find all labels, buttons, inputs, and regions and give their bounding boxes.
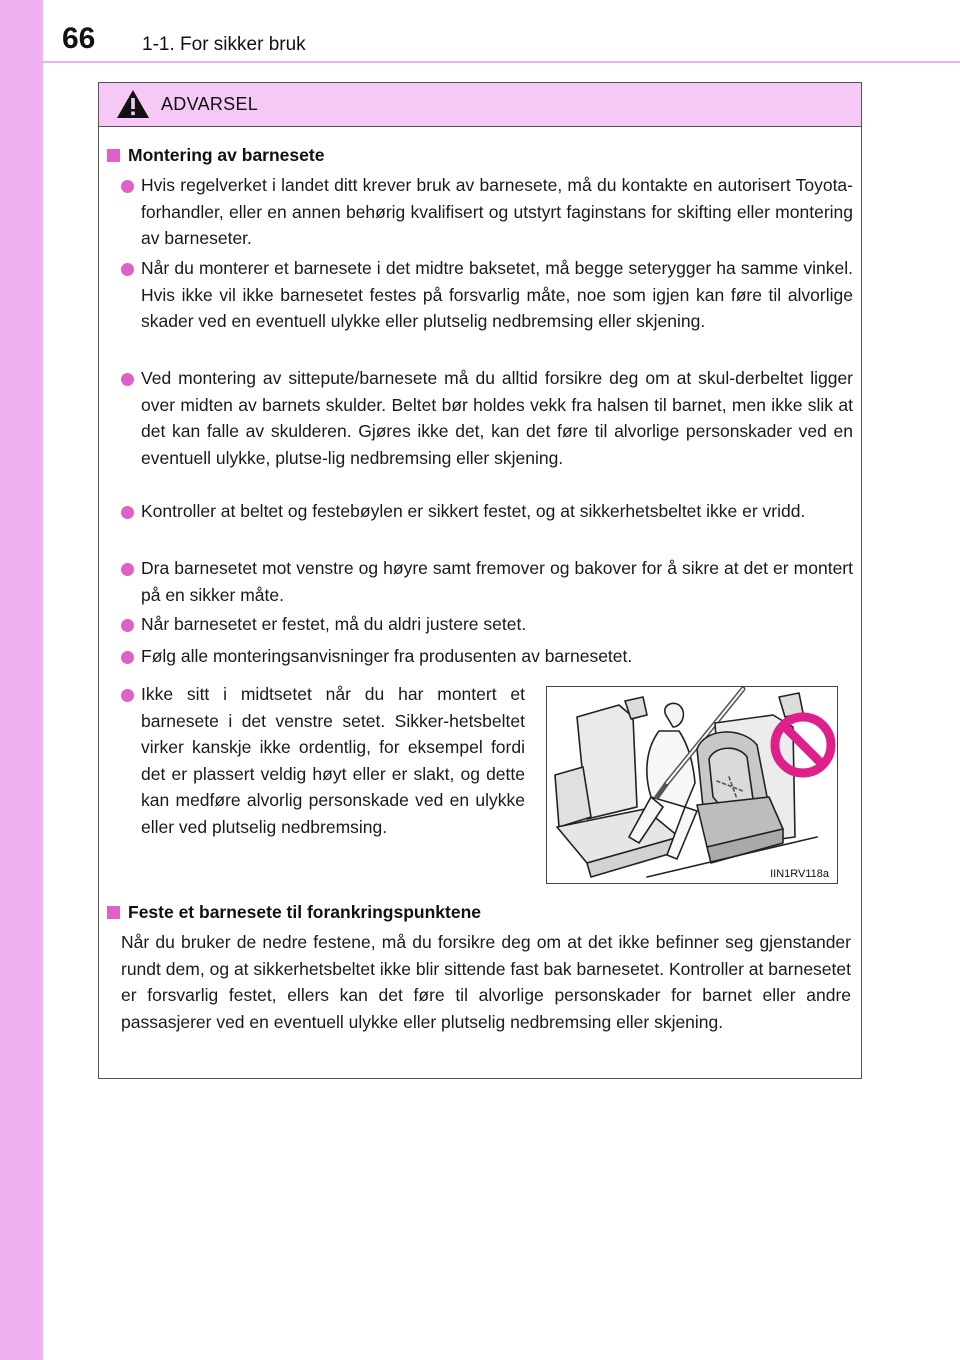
bullet-item: Dra barnesetet mot venstre og høyre samt fremover og bakover for å sikre at det er montert på en sikker måte. [141,558,853,605]
section-heading-text: Feste et barnesete til forankringspunktene [128,902,482,922]
bullet-dot-icon [121,563,134,576]
section-heading-feste [107,902,481,923]
bullet-dot-icon [121,619,134,632]
bullet-dot-icon [121,689,134,702]
header-rule [43,61,960,63]
bullet-item: Følg alle monteringsanvisninger fra produsenten av barnesetet. [141,646,633,666]
bullet-dot-icon [121,263,134,276]
warning-triangle-icon [115,88,151,120]
bullet-item: Når barnesetet er festet, må du aldri justere setet. [141,614,527,634]
square-bullet-icon [107,149,120,162]
bullet-item: Ved montering av sittepute/barnesete må du alltid forsikre deg om at skul-derbeltet ligger over midten av barnets skulder. Beltet bør holdes vekk fra halsen til barnet, men ikke slik at det kan falle av skulderen. Gjøres ikke det, kan det føre til alvorlige personskader ved en eventuell ulykke, plutse-lig nedbremsing eller skjening. [141,368,853,468]
bullet-dot-icon [121,506,134,519]
bullet-item: Kontroller at beltet og festebøylen er sikkert festet, og at sikkerhetsbeltet ikke er vridd. [141,501,806,521]
warning-title: ADVARSEL [161,94,259,114]
bullet-dot-icon [121,651,134,664]
section-paragraph: Når du bruker de nedre festene, må du forsikre deg om at det ikke befinner seg gjenstander rundt dem, og at sikkerhetsbeltet ikke blir sittende fast bak barnesetet. Kontroller at barnesetet er forsvarlig festet, ellers kan det føre til alvorlige personskader for barnet eller andre passasjerer ved en eventuell ulykke eller plutselig nedbremsing eller skjening. [121,932,851,1032]
warning-header [99,83,861,127]
bullet-dot-icon [121,180,134,193]
bullet-dot-icon [121,373,134,386]
child-seat-figure [546,686,838,884]
page-number: 66 [62,22,96,55]
section-title: 1-1. For sikker bruk [142,34,306,55]
side-color-band [0,0,43,1360]
bullet-item: Ikke sitt i midtsetet når du har montert et barnesete i det venstre setet. Sikker-hetsbeltet virker kanskje ikke ordentlig, for eksempel fordi det er plassert veldig høyt eller er slakt, og dette kan medføre alvorlig personskade ved en ulykke eller ved plutselig nedbremsing. [141,684,525,837]
child-seat-illustration [547,687,837,883]
bullet-item: Hvis regelverket i landet ditt krever bruk av barnesete, må du kontakte en autorisert Toyota-forhandler, eller en annen behørig kvalifisert og utstyrt faginstans for skifting eller montering av barneseter. [141,175,853,248]
warning-box [98,82,862,1079]
bullet-item: Når du monterer et barnesete i det midtre baksetet, må begge seterygger ha samme vinkel. Hvis ikke vil ikke barnesetet festes på forsvarlig måte, noe som igjen kan føre til alvorlige skader ved en eventuell ulykke eller plutselig nedbremsing eller skjening. [141,258,853,331]
square-bullet-icon [107,906,120,919]
section-heading-text: Montering av barnesete [128,145,325,165]
figure-code: IIN1RV118a [770,868,829,880]
section-heading-montering [107,145,324,166]
